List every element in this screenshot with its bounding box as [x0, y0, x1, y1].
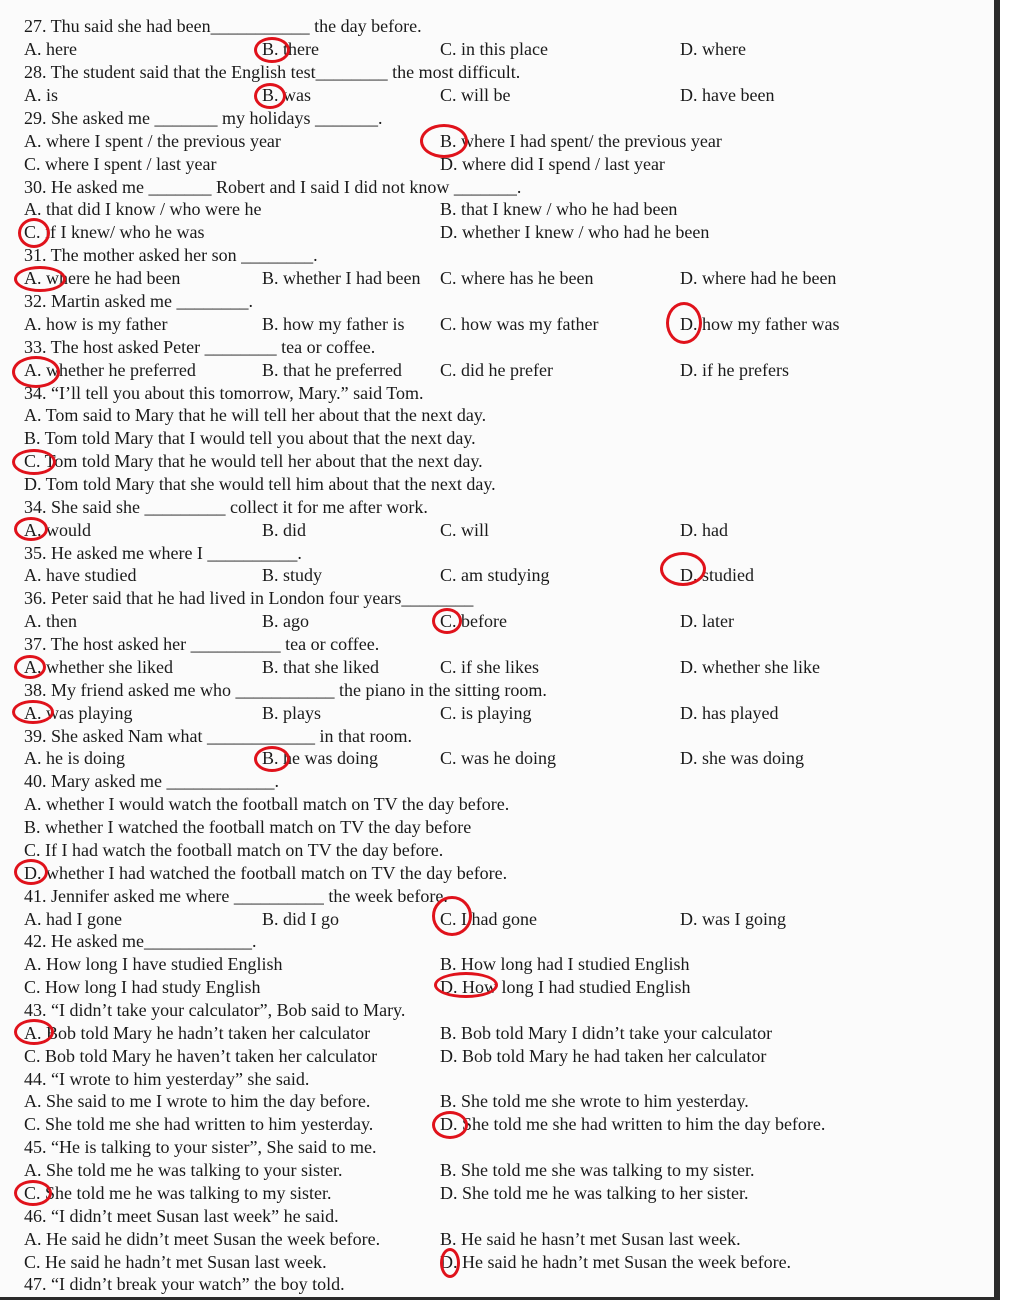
option-36-d: D. later [680, 611, 734, 631]
option-35-b: B. study [262, 565, 323, 585]
answer-mark-34-tom [12, 449, 56, 475]
option-44-b: B. She told me she wrote to him yesterday. [440, 1091, 749, 1111]
option-44-c: C. She told me she had written to him yesterday. [24, 1114, 374, 1134]
option-34-a: A. would [24, 520, 91, 540]
option-45-b: B. She told me she was talking to my sister. [440, 1160, 755, 1180]
option-44-a: A. She said to me I wrote to him the day before. [24, 1091, 371, 1111]
option-28-c: C. will be [440, 85, 511, 105]
question-45: 45. “He is talking to your sister”, She said to me. [24, 1137, 377, 1157]
option-31-c: C. where has he been [440, 268, 594, 288]
question-34-tom: 34. “I’ll tell you about this tomorrow, Mary.” said Tom. [24, 383, 424, 403]
question-46: 46. “I didn’t meet Susan last week” he said. [24, 1206, 339, 1226]
option-30-a: A. that did I know / who were he [24, 199, 262, 219]
option-34-c: C. will [440, 520, 490, 540]
answer-mark-34 [14, 517, 48, 541]
answer-mark-32 [666, 302, 702, 344]
option-30-b: B. that I knew / who he had been [440, 199, 678, 219]
question-31: 31. The mother asked her son ________. [24, 245, 318, 265]
option-46-c: C. He said he hadn’t met Susan last week. [24, 1252, 327, 1272]
option-38-c: C. is playing [440, 703, 532, 723]
option-45-a: A. She told me he was talking to your sister. [24, 1160, 343, 1180]
option-27-b: B. there [262, 39, 319, 59]
option-31-b: B. whether I had been [262, 268, 421, 288]
option-34-tom-a: A. Tom said to Mary that he will tell her about that the next day. [24, 405, 487, 425]
option-27-a: A. here [24, 39, 77, 59]
option-30-c: C. if I knew/ who he was [24, 222, 205, 242]
question-35: 35. He asked me where I __________. [24, 543, 302, 563]
option-42-b: B. How long had I studied English [440, 954, 690, 974]
option-40-c: C. If I had watch the football match on TV the day before. [24, 840, 444, 860]
answer-mark-39 [254, 746, 290, 772]
answer-mark-30 [18, 218, 50, 248]
question-40: 40. Mary asked me ____________. [24, 771, 279, 791]
option-39-a: A. he is doing [24, 748, 125, 768]
option-35-a: A. have studied [24, 565, 137, 585]
option-37-a: A. whether she liked [24, 657, 173, 677]
question-36: 36. Peter said that he had lived in London four years________ [24, 588, 474, 608]
option-30-d: D. whether I knew / who had he been [440, 222, 710, 242]
answer-mark-45 [14, 1180, 52, 1206]
option-45-d: D. She told me he was talking to her sister. [440, 1183, 749, 1203]
question-34: 34. She said she _________ collect it for me after work. [24, 497, 428, 517]
option-36-b: B. ago [262, 611, 309, 631]
option-43-c: C. Bob told Mary he haven’t taken her calculator [24, 1046, 378, 1066]
question-28: 28. The student said that the English test________ the most difficult. [24, 62, 521, 82]
answer-mark-43 [14, 1019, 54, 1045]
option-37-d: D. whether she like [680, 657, 820, 677]
question-29: 29. She asked me _______ my holidays _______. [24, 108, 383, 128]
option-43-a: A. Bob told Mary he hadn’t taken her calculator [24, 1023, 371, 1043]
option-34-tom-c: C. Tom told Mary that he would tell her about that the next day. [24, 451, 483, 471]
answer-mark-27 [254, 37, 290, 63]
answer-mark-40 [14, 859, 48, 885]
option-27-d: D. where [680, 39, 746, 59]
option-40-a: A. whether I would watch the football match on TV the day before. [24, 794, 510, 814]
option-40-b: B. whether I watched the football match on TV the day before [24, 817, 472, 837]
answer-mark-35 [660, 552, 706, 586]
option-32-b: B. how my father is [262, 314, 405, 334]
option-32-d: D. how my father was [680, 314, 840, 334]
option-34-b: B. did [262, 520, 307, 540]
option-28-a: A. is [24, 85, 59, 105]
question-27: 27. Thu said she had been___________ the day before. [24, 16, 422, 36]
option-39-c: C. was he doing [440, 748, 556, 768]
option-40-d: D. whether I had watched the football match on TV the day before. [24, 863, 508, 883]
question-47: 47. “I didn’t break your watch” the boy told. [24, 1274, 345, 1294]
option-42-a: A. How long I have studied English [24, 954, 283, 974]
option-33-c: C. did he prefer [440, 360, 553, 380]
answer-mark-37 [14, 655, 46, 679]
answer-mark-28 [254, 83, 286, 109]
option-27-c: C. in this place [440, 39, 548, 59]
option-46-a: A. He said he didn’t meet Susan the week before. [24, 1229, 381, 1249]
answer-mark-33 [12, 356, 60, 388]
option-38-d: D. has played [680, 703, 779, 723]
answer-mark-41 [432, 896, 472, 936]
option-36-c: C. before [440, 611, 507, 631]
option-42-c: C. How long I had study English [24, 977, 261, 997]
question-42: 42. He asked me____________. [24, 931, 257, 951]
question-33: 33. The host asked Peter ________ tea or coffee. [24, 337, 376, 357]
option-36-a: A. then [24, 611, 77, 631]
option-37-b: B. that she liked [262, 657, 379, 677]
question-44: 44. “I wrote to him yesterday” she said. [24, 1069, 310, 1089]
option-46-b: B. He said he hasn’t met Susan last week. [440, 1229, 741, 1249]
option-35-d: D. studied [680, 565, 754, 585]
option-42-d: D. How long I had studied English [440, 977, 691, 997]
question-30: 30. He asked me _______ Robert and I said I did not know _______. [24, 177, 522, 197]
question-38: 38. My friend asked me who ___________ the piano in the sitting room. [24, 680, 547, 700]
option-29-a: A. where I spent / the previous year [24, 131, 281, 151]
option-39-d: D. she was doing [680, 748, 804, 768]
option-35-c: C. am studying [440, 565, 550, 585]
option-34-d: D. had [680, 520, 728, 540]
option-33-a: A. whether he preferred [24, 360, 196, 380]
option-29-b: B. where I had spent/ the previous year [440, 131, 722, 151]
question-32: 32. Martin asked me ________. [24, 291, 253, 311]
option-41-d: D. was I going [680, 909, 786, 929]
answer-mark-44 [432, 1111, 468, 1139]
option-43-d: D. Bob told Mary he had taken her calculator [440, 1046, 767, 1066]
option-28-d: D. have been [680, 85, 775, 105]
option-44-d: D. She told me she had written to him the day before. [440, 1114, 826, 1134]
option-41-a: A. had I gone [24, 909, 122, 929]
option-28-b: B. was [262, 85, 311, 105]
option-39-b: B. he was doing [262, 748, 378, 768]
option-33-d: D. if he prefers [680, 360, 789, 380]
question-41: 41. Jennifer asked me where __________ the week before. [24, 886, 448, 906]
option-31-d: D. where had he been [680, 268, 837, 288]
question-39: 39. She asked Nam what ____________ in that room. [24, 726, 412, 746]
option-38-a: A. was playing [24, 703, 133, 723]
option-31-a: A. where he had been [24, 268, 181, 288]
question-43: 43. “I didn’t take your calculator”, Bob said to Mary. [24, 1000, 406, 1020]
option-38-b: B. plays [262, 703, 322, 723]
option-41-b: B. did I go [262, 909, 340, 929]
answer-mark-38 [12, 700, 54, 724]
option-34-tom-b: B. Tom told Mary that I would tell you about that the next day. [24, 428, 476, 448]
question-37: 37. The host asked her __________ tea or coffee. [24, 634, 380, 654]
option-32-a: A. how is my father [24, 314, 168, 334]
answer-mark-36 [432, 608, 462, 634]
option-32-c: C. how was my father [440, 314, 599, 334]
answer-mark-31 [14, 266, 66, 292]
option-34-tom-d: D. Tom told Mary that she would tell him about that the next day. [24, 474, 496, 494]
option-46-d: D. He said he hadn’t met Susan the week before. [440, 1252, 792, 1272]
option-33-b: B. that he preferred [262, 360, 402, 380]
answer-mark-42 [434, 972, 498, 998]
option-45-c: C. She told me he was talking to my sister. [24, 1183, 332, 1203]
option-37-c: C. if she likes [440, 657, 539, 677]
answer-mark-46 [440, 1248, 460, 1278]
option-29-c: C. where I spent / last year [24, 154, 217, 174]
option-41-c: C. I had gone [440, 909, 537, 929]
option-29-d: D. where did I spend / last year [440, 154, 665, 174]
option-43-b: B. Bob told Mary I didn’t take your calculator [440, 1023, 773, 1043]
answer-mark-29 [420, 124, 468, 158]
